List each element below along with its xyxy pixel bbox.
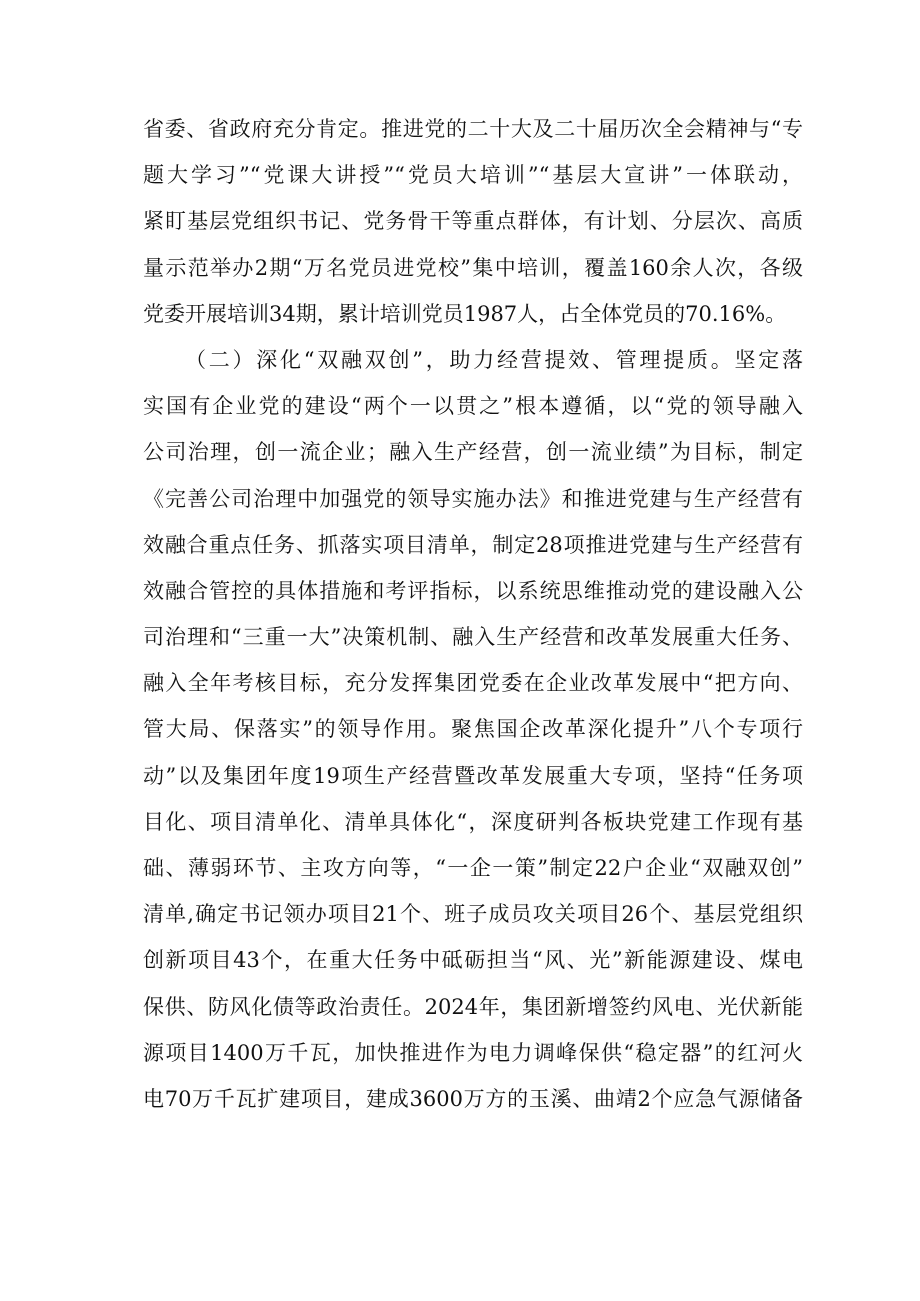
text-line: 实国有企业党的建设“两个一以贯之”根本遵循，以“党的领导融入 (143, 394, 803, 419)
text-line: 融入全年考核目标，充分发挥集团党委在企业改革发展中“把方向、 (143, 671, 803, 696)
text-line: 省委、省政府充分肯定。推进党的二十大及二十届历次全会精神与“专 (143, 117, 803, 141)
text-line: 公司治理，创一流企业；融入生产经营，创一流业绩”为目标，制定 (143, 440, 803, 465)
text-line: 量示范举办2期“万名党员进党校”集中培训，覆盖160余人次，各级 (143, 255, 803, 280)
text-line: 效融合重点任务、抓落实项目清单，制定28项推进党建与生产经营有 (143, 532, 803, 557)
text-line: 管大局、保落实”的领导作用。聚焦国企改革深化提升”八个专项行 (143, 717, 803, 742)
text-line: 保供、防风化债等政治责任。2024年，集团新增签约风电、光伏新能 (143, 994, 803, 1019)
text-line: 效融合管控的具体措施和考评指标，以系统思维推动党的建设融入公 (143, 578, 803, 603)
text-line: 目化、项目清单化、清单具体化“，深度研判各板块党建工作现有基 (143, 809, 803, 834)
text-line: 清单,确定书记领办项目21个、班子成员攻关项目26个、基层党组织 (143, 902, 803, 927)
text-line: 动”以及集团年度19项生产经营暨改革发展重大专项，坚持“任务项 (143, 763, 803, 788)
text-line: 题大学习”“党课大讲授”“党员大培训”“基层大宣讲”一体联动， (143, 163, 803, 188)
text-line: 电70万千瓦扩建项目，建成3600万方的玉溪、曲靖2个应急气源储备 (143, 1086, 803, 1111)
paragraph-2 (143, 337, 803, 1122)
text-line: 《完善公司治理中加强党的领导实施办法》和推进党建与生产经营有 (143, 486, 803, 511)
text-line: 党委开展培训34期，累计培训党员1987人，占全体党员的70.16%。 (143, 301, 787, 326)
text-line: 源项目1400万千瓦，加快推进作为电力调峰保供“稳定器”的红河火 (143, 1040, 803, 1065)
body-text (143, 106, 803, 1122)
section-heading-line: （二）深化“双融双创”，助力经营提效、管理提质。坚定落 (185, 347, 803, 372)
text-line: 司治理和“三重一大”决策机制、融入生产经营和改革发展重大任务、 (143, 625, 803, 650)
text-line: 紧盯基层党组织书记、党务骨干等重点群体，有计划、分层次、高质 (143, 209, 803, 234)
text-line: 础、薄弱环节、主攻方向等，“一企一策”制定22户企业“双融双创” (143, 856, 803, 880)
paragraph-1 (143, 106, 803, 337)
text-line: 创新项目43个，在重大任务中砥砺担当“风、光”新能源建设、煤电 (143, 948, 803, 973)
